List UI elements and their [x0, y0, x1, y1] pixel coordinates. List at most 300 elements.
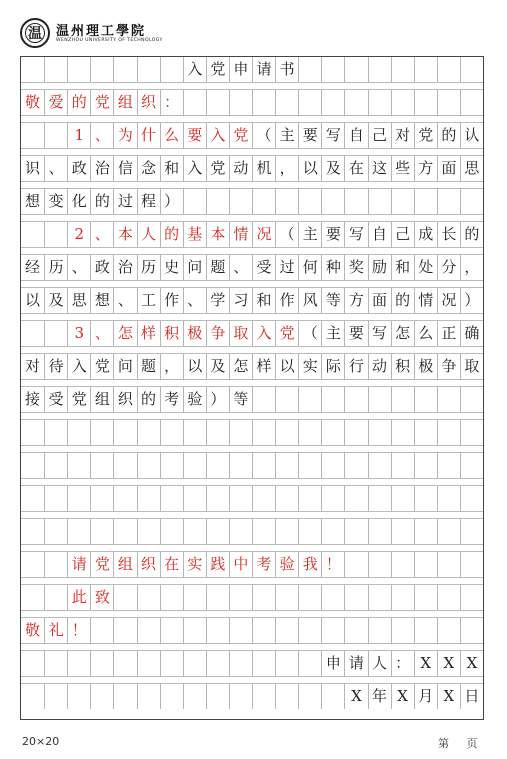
grid-char: 的	[67, 90, 90, 115]
grid-char: 以	[298, 156, 321, 181]
grid-cell	[252, 651, 275, 676]
grid-cell	[206, 684, 229, 709]
grid-char: 党	[206, 57, 229, 82]
grid-cell	[321, 486, 344, 511]
grid-char: 及	[321, 156, 344, 181]
grid-char: 请	[344, 651, 367, 676]
grid-cell	[414, 453, 437, 478]
grid-char: 面	[368, 288, 391, 313]
grid-char: 经	[25, 258, 41, 276]
grid-cell	[183, 453, 206, 478]
grid-char: 种	[321, 255, 344, 280]
grid-size-label: 20×20	[22, 735, 60, 748]
grid-char: 、	[90, 321, 113, 346]
grid-cell	[391, 453, 414, 478]
grid-row	[21, 387, 483, 420]
grid-char: 己	[368, 123, 391, 148]
grid-char: 么	[160, 123, 183, 148]
grid-char: 人	[137, 222, 160, 247]
grid-char: 1	[67, 123, 90, 148]
grid-char: 党	[90, 354, 113, 379]
grid-cell	[137, 453, 160, 478]
grid-char: 接	[25, 390, 41, 408]
grid-char: 念	[137, 156, 160, 181]
grid-char: 、	[183, 288, 206, 313]
grid-row	[21, 453, 483, 486]
grid-char: 自	[344, 123, 367, 148]
grid-char: 写	[321, 123, 344, 148]
grid-cell	[460, 519, 483, 544]
grid-char: 日	[460, 684, 483, 709]
grid-char: 2	[67, 222, 90, 247]
grid-char: 的	[391, 288, 414, 313]
grid-cell	[344, 189, 367, 214]
grid-cell	[229, 519, 252, 544]
grid-cell	[275, 90, 298, 115]
grid-cell	[160, 684, 183, 709]
grid-char: 治	[90, 156, 113, 181]
grid-cell	[67, 420, 90, 445]
grid-cell	[368, 585, 391, 610]
grid-char: 及	[206, 354, 229, 379]
grid-cell	[160, 486, 183, 511]
grid-char: 况	[252, 222, 275, 247]
grid-char: 要	[321, 222, 344, 247]
grid-cell	[252, 189, 275, 214]
grid-cell	[160, 420, 183, 445]
grid-row	[21, 288, 483, 321]
grid-cell	[44, 684, 67, 709]
grid-char: 申	[321, 651, 344, 676]
grid-char: ，	[275, 156, 298, 181]
grid-cell	[368, 486, 391, 511]
grid-cell	[391, 618, 414, 643]
grid-char: ，	[460, 255, 483, 280]
grid-char: ：	[160, 90, 183, 115]
grid-cell	[321, 519, 344, 544]
grid-cell	[298, 618, 321, 643]
grid-cell	[344, 90, 367, 115]
grid-char: 作	[160, 288, 183, 313]
grid-cell	[368, 552, 391, 577]
grid-char: 和	[391, 255, 414, 280]
grid-char: 化	[67, 189, 90, 214]
grid-cell	[298, 189, 321, 214]
grid-cell	[21, 420, 44, 445]
grid-cell	[21, 486, 44, 511]
grid-cell	[137, 651, 160, 676]
grid-char: 组	[90, 387, 113, 412]
grid-cell	[67, 519, 90, 544]
grid-char: 想	[90, 288, 113, 313]
grid-cell	[414, 552, 437, 577]
grid-char: 动	[368, 354, 391, 379]
grid-char: 我	[298, 552, 321, 577]
grid-char: 受	[252, 255, 275, 280]
grid-cell	[437, 90, 460, 115]
grid-char: ）	[160, 189, 183, 214]
grid-cell	[160, 618, 183, 643]
grid-cell	[21, 321, 44, 346]
grid-char: 思	[460, 156, 483, 181]
grid-char: 、	[67, 255, 90, 280]
grid-cell	[460, 552, 483, 577]
grid-char: 以	[275, 354, 298, 379]
grid-cell	[460, 90, 483, 115]
grid-char: 验	[275, 552, 298, 577]
grid-cell	[137, 618, 160, 643]
grid-cell	[113, 585, 136, 610]
grid-cell	[437, 486, 460, 511]
grid-cell	[344, 486, 367, 511]
grid-char: 敬	[25, 93, 41, 111]
grid-cell	[206, 486, 229, 511]
grid-char: 际	[321, 354, 344, 379]
grid-cell	[67, 453, 90, 478]
grid-char: 取	[229, 321, 252, 346]
grid-cell	[137, 57, 160, 82]
grid-cell	[391, 387, 414, 412]
grid-cell	[252, 684, 275, 709]
grid-char: 人	[368, 651, 391, 676]
grid-char: X	[391, 684, 414, 709]
grid-char: 织	[137, 90, 160, 115]
grid-cell	[90, 651, 113, 676]
grid-char: 党	[229, 123, 252, 148]
grid-cell	[391, 57, 414, 82]
grid-cell	[437, 420, 460, 445]
grid-cell	[67, 684, 90, 709]
grid-char: 长	[437, 222, 460, 247]
grid-cell	[67, 651, 90, 676]
grid-char: 怎	[113, 321, 136, 346]
grid-cell	[298, 420, 321, 445]
grid-char: 党	[90, 552, 113, 577]
grid-char: 考	[252, 552, 275, 577]
grid-cell	[90, 57, 113, 82]
grid-char: 入	[252, 321, 275, 346]
grid-cell	[21, 453, 44, 478]
grid-char: 情	[414, 288, 437, 313]
grid-char: 作	[275, 288, 298, 313]
grid-cell	[298, 585, 321, 610]
grid-cell	[44, 453, 67, 478]
grid-cell	[252, 453, 275, 478]
grid-cell	[183, 618, 206, 643]
grid-cell	[414, 90, 437, 115]
grid-char: ：	[391, 651, 414, 676]
grid-row	[21, 651, 483, 684]
grid-char: 励	[368, 255, 391, 280]
grid-char: 、	[113, 288, 136, 313]
grid-cell	[252, 420, 275, 445]
grid-row	[21, 156, 483, 189]
grid-char: 本	[206, 222, 229, 247]
grid-cell	[44, 585, 67, 610]
grid-cell	[160, 519, 183, 544]
grid-cell	[183, 420, 206, 445]
grid-char: 主	[321, 321, 344, 346]
grid-char: 年	[368, 684, 391, 709]
grid-char: 怎	[229, 354, 252, 379]
grid-char: 入	[183, 156, 206, 181]
grid-cell	[368, 618, 391, 643]
grid-char: 历	[44, 255, 67, 280]
grid-row	[21, 222, 483, 255]
grid-cell	[206, 519, 229, 544]
grid-char: 成	[414, 222, 437, 247]
grid-char: 问	[183, 255, 206, 280]
grid-cell	[298, 684, 321, 709]
grid-cell	[275, 420, 298, 445]
grid-char: ）	[206, 387, 229, 412]
grid-cell	[275, 189, 298, 214]
grid-cell	[160, 585, 183, 610]
grid-cell	[344, 57, 367, 82]
grid-cell	[229, 189, 252, 214]
grid-cell	[90, 486, 113, 511]
grid-char: 入	[67, 354, 90, 379]
grid-cell	[183, 651, 206, 676]
grid-cell	[368, 90, 391, 115]
grid-char: ，	[160, 354, 183, 379]
grid-cell	[368, 519, 391, 544]
grid-cell	[21, 651, 44, 676]
grid-row	[21, 90, 483, 123]
grid-char: 政	[90, 255, 113, 280]
grid-row	[21, 552, 483, 585]
grid-cell	[368, 189, 391, 214]
grid-cell	[160, 453, 183, 478]
grid-char: 党	[275, 321, 298, 346]
grid-cell	[414, 57, 437, 82]
grid-row	[21, 585, 483, 618]
grid-char: X	[460, 651, 483, 676]
grid-cell	[344, 618, 367, 643]
grid-char: 面	[437, 156, 460, 181]
grid-char: 入	[183, 57, 206, 82]
grid-cell	[252, 618, 275, 643]
grid-row	[21, 618, 483, 651]
grid-cell	[183, 585, 206, 610]
grid-cell	[344, 420, 367, 445]
grid-cell	[298, 57, 321, 82]
grid-row	[21, 321, 483, 354]
grid-char: 题	[206, 255, 229, 280]
grid-char: 方	[344, 288, 367, 313]
grid-cell	[275, 618, 298, 643]
grid-char: 爱	[44, 90, 67, 115]
grid-char: 党	[67, 387, 90, 412]
grid-cell	[206, 585, 229, 610]
grid-char: 本	[113, 222, 136, 247]
grid-char: 请	[252, 57, 275, 82]
grid-cell	[90, 684, 113, 709]
grid-cell	[44, 486, 67, 511]
grid-row	[21, 519, 483, 552]
grid-cell	[90, 618, 113, 643]
grid-cell	[298, 387, 321, 412]
grid-cell	[113, 486, 136, 511]
grid-cell	[321, 57, 344, 82]
grid-cell	[44, 57, 67, 82]
grid-cell	[275, 585, 298, 610]
grid-char: ！	[321, 552, 344, 577]
grid-cell	[206, 189, 229, 214]
grid-cell	[275, 453, 298, 478]
grid-char: 争	[437, 354, 460, 379]
grid-char: 和	[252, 288, 275, 313]
grid-char: 请	[67, 552, 90, 577]
grid-cell	[391, 552, 414, 577]
grid-char: 取	[460, 354, 483, 379]
grid-char: 习	[229, 288, 252, 313]
grid-cell	[137, 585, 160, 610]
grid-char: 、	[90, 222, 113, 247]
grid-char: 问	[113, 354, 136, 379]
grid-cell	[321, 453, 344, 478]
grid-char: 史	[160, 255, 183, 280]
grid-cell	[67, 57, 90, 82]
grid-cell	[252, 585, 275, 610]
grid-cell	[275, 387, 298, 412]
grid-cell	[137, 684, 160, 709]
grid-char: 动	[229, 156, 252, 181]
grid-cell	[460, 453, 483, 478]
grid-cell	[414, 585, 437, 610]
grid-char: 机	[252, 156, 275, 181]
grid-char: 要	[298, 123, 321, 148]
grid-cell	[229, 585, 252, 610]
school-seal-icon: 温	[20, 18, 50, 48]
grid-cell	[206, 651, 229, 676]
grid-cell	[344, 585, 367, 610]
grid-cell	[206, 90, 229, 115]
school-name: 温州理工學院	[56, 24, 147, 39]
grid-char: 信	[113, 156, 136, 181]
grid-char: X	[437, 684, 460, 709]
grid-char: X	[344, 684, 367, 709]
grid-char: 待	[44, 354, 67, 379]
grid-cell	[344, 387, 367, 412]
grid-char: 学	[206, 288, 229, 313]
grid-cell	[229, 453, 252, 478]
grid-cell	[460, 387, 483, 412]
grid-cell	[206, 453, 229, 478]
grid-cell	[21, 552, 44, 577]
grid-row	[21, 684, 483, 717]
grid-char: 基	[183, 222, 206, 247]
grid-char: 积	[160, 321, 183, 346]
grid-cell	[321, 420, 344, 445]
grid-char: 的	[137, 387, 160, 412]
grid-cell	[229, 90, 252, 115]
grid-char: 写	[368, 321, 391, 346]
grid-cell	[275, 486, 298, 511]
grid-char: 对	[391, 123, 414, 148]
grid-char: 些	[391, 156, 414, 181]
grid-char: 分	[437, 255, 460, 280]
grid-cell	[368, 57, 391, 82]
grid-char: 敬	[25, 621, 41, 639]
grid-char: 主	[298, 222, 321, 247]
grid-cell	[344, 453, 367, 478]
grid-cell	[460, 486, 483, 511]
grid-char: 想	[25, 192, 41, 210]
grid-cell	[437, 552, 460, 577]
grid-cell	[321, 618, 344, 643]
grid-char: 变	[44, 189, 67, 214]
school-header	[20, 18, 220, 54]
grid-cell	[321, 189, 344, 214]
grid-char: 考	[160, 387, 183, 412]
grid-char: 以	[25, 291, 41, 309]
grid-paper	[20, 56, 484, 720]
grid-row	[21, 486, 483, 519]
grid-cell	[368, 420, 391, 445]
grid-char: 工	[137, 288, 160, 313]
grid-char: ）	[460, 288, 483, 313]
grid-char: 奖	[344, 255, 367, 280]
grid-cell	[44, 651, 67, 676]
grid-row	[21, 420, 483, 453]
grid-char: 书	[275, 57, 298, 82]
grid-char: 致	[90, 585, 113, 610]
grid-cell	[321, 585, 344, 610]
grid-cell	[113, 651, 136, 676]
grid-char: 方	[414, 156, 437, 181]
grid-char: 此	[67, 585, 90, 610]
grid-char: 、	[90, 123, 113, 148]
grid-char: 党	[90, 90, 113, 115]
grid-char: 、	[44, 156, 67, 181]
grid-cell	[391, 585, 414, 610]
page-number-label: 第 页	[438, 737, 478, 750]
grid-char: 极	[183, 321, 206, 346]
grid-cell	[137, 519, 160, 544]
grid-cell	[183, 486, 206, 511]
grid-char: 历	[137, 255, 160, 280]
grid-char: 何	[298, 255, 321, 280]
grid-char: 么	[414, 321, 437, 346]
school-name-en: WENZHOU UNIVERSITY OF TECHNOLOGY	[56, 38, 163, 43]
grid-char: 在	[160, 552, 183, 577]
grid-char: （	[298, 321, 321, 346]
grid-char: 样	[252, 354, 275, 379]
grid-cell	[391, 486, 414, 511]
grid-cell	[344, 519, 367, 544]
grid-cell	[21, 222, 44, 247]
grid-cell	[368, 453, 391, 478]
grid-char: X	[414, 651, 437, 676]
grid-char: X	[437, 651, 460, 676]
grid-cell	[44, 321, 67, 346]
grid-cell	[298, 90, 321, 115]
grid-cell	[90, 420, 113, 445]
grid-cell	[44, 519, 67, 544]
grid-cell	[275, 519, 298, 544]
grid-cell	[183, 90, 206, 115]
grid-char: 过	[275, 255, 298, 280]
grid-cell	[460, 189, 483, 214]
grid-cell	[113, 684, 136, 709]
grid-char: 自	[368, 222, 391, 247]
grid-char: 积	[391, 354, 414, 379]
grid-cell	[460, 420, 483, 445]
grid-cell	[160, 57, 183, 82]
grid-cell	[113, 453, 136, 478]
grid-cell	[252, 486, 275, 511]
